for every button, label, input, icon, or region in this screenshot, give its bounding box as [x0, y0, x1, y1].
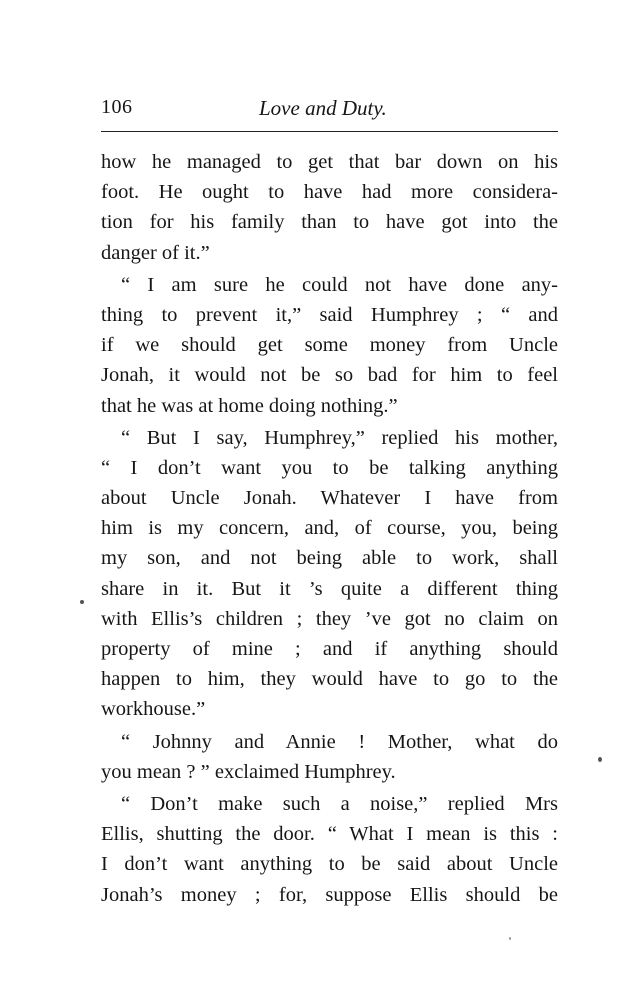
text-line: property of mine ; and if anything should	[101, 638, 558, 660]
text-line: Jonah’s money ; for, suppose Ellis should be	[101, 883, 558, 906]
paper-speck	[509, 937, 511, 940]
text-line: “ Don’t make such a noise,” replied Mrs	[121, 792, 558, 815]
page-number: 106	[101, 96, 133, 118]
text-line: you mean ? ” exclaimed Humphrey.	[101, 760, 396, 783]
text-line: thing to prevent it,” said Humphrey ; “ and	[101, 303, 558, 326]
text-line: workhouse.”	[101, 698, 206, 721]
text-line: happen to him, they would have to go to the	[101, 668, 558, 691]
text-line: “ But I say, Humphrey,” replied his mother,	[121, 426, 558, 449]
running-title: Love and Duty.	[259, 96, 387, 120]
text-line: danger of it.”	[101, 241, 210, 264]
paper-speck	[80, 600, 84, 604]
text-line: “ Johnny and Annie ! Mother, what do	[121, 730, 558, 753]
text-line: if we should get some money from Uncle	[101, 334, 558, 357]
text-line: that he was at home doing nothing.”	[101, 394, 398, 417]
text-line: my son, and not being able to work, shall	[101, 547, 558, 570]
text-line: how he managed to get that bar down on his	[101, 151, 558, 173]
paper-speck	[598, 757, 602, 762]
text-line: Ellis, shutting the door. “ What I mean is this :	[101, 823, 558, 846]
text-line: “ I don’t want you to be talking anything	[101, 456, 558, 479]
text-line: about Uncle Jonah. Whatever I have from	[101, 487, 558, 510]
text-line: foot. He ought to have had more considera-	[101, 181, 558, 204]
body-text	[101, 147, 558, 910]
text-line: share in it. But it ’s quite a different thing	[101, 577, 558, 600]
text-line: Jonah, it would not be so bad for him to feel	[101, 364, 558, 387]
text-line: “ I am sure he could not have done any-	[121, 273, 558, 296]
text-line: I don’t want anything to be said about Uncle	[101, 853, 558, 876]
header-rule	[101, 131, 558, 132]
text-line: him is my concern, and, of course, you, being	[101, 517, 558, 540]
text-line: with Ellis’s children ; they ’ve got no claim on	[101, 607, 558, 630]
text-line: tion for his family than to have got into the	[101, 211, 558, 234]
page-header	[101, 96, 558, 128]
